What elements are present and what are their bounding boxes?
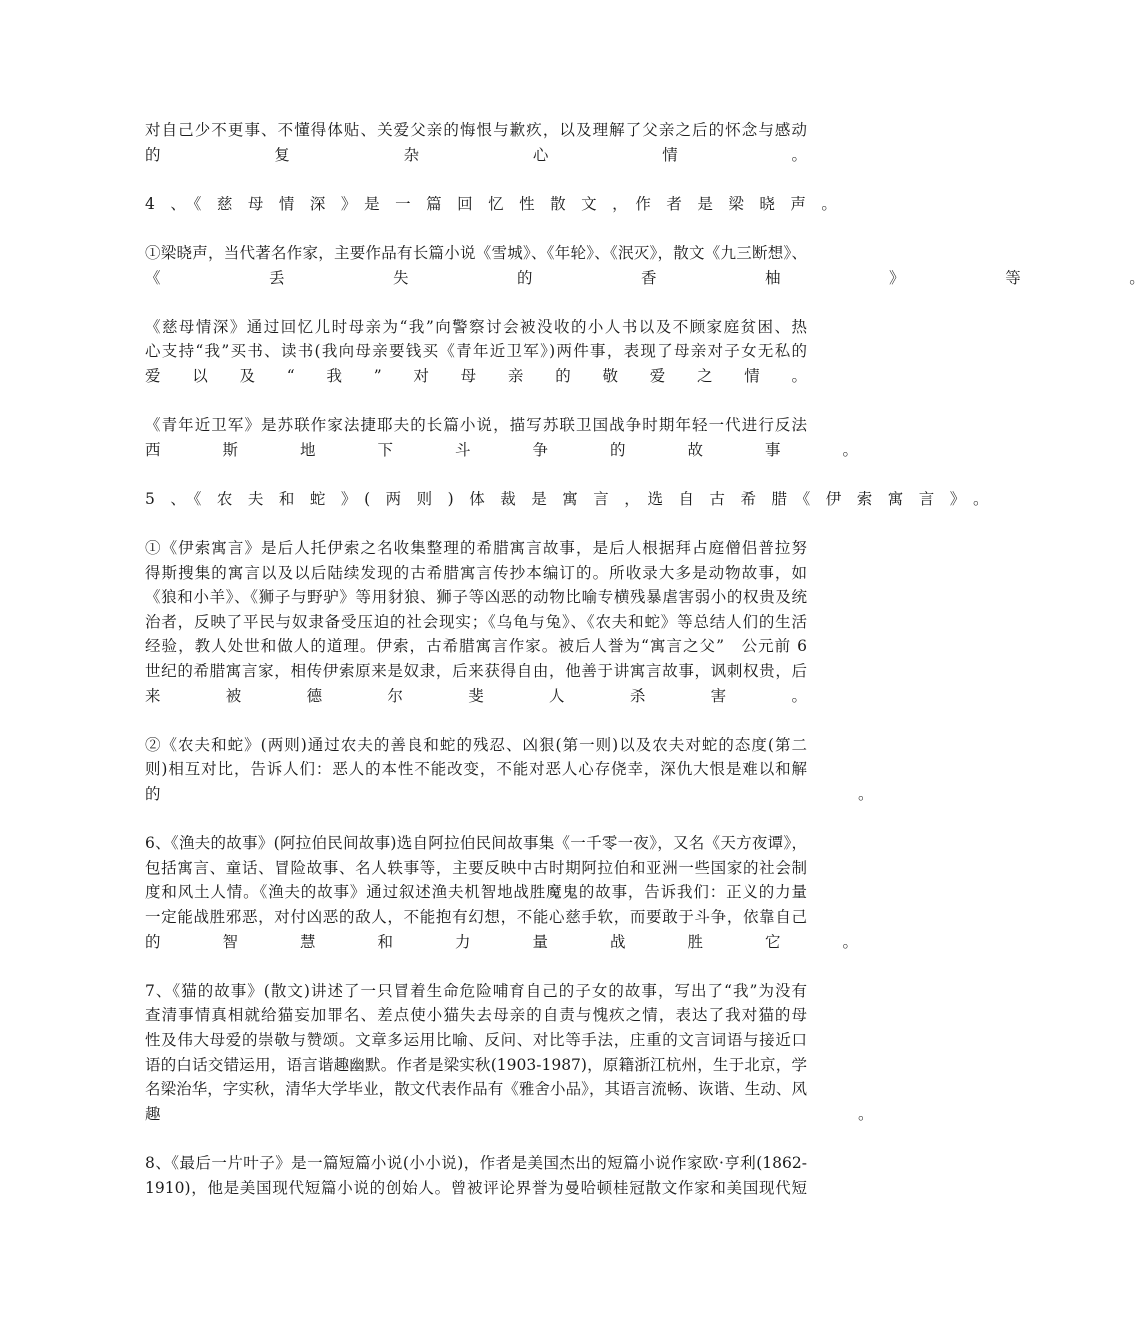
paragraph-p-item4-summary (145, 315, 807, 389)
text-line: 《 丢 失 的 香 柚 》 等 。 (145, 268, 1145, 287)
paragraph-p-item4-title (145, 192, 837, 217)
text-line: 爱 以 及 “ 我 ” 对 母 亲 的 敬 爱 之 情 。 (145, 366, 807, 385)
paragraph-p-item5-title (145, 487, 989, 512)
text-line: 的 智 慧 和 力 量 战 胜 它 。 (145, 932, 859, 951)
text-line: 的 。 (145, 785, 874, 804)
text-line: 西 斯 地 下 斗 争 的 故 事 。 (145, 440, 859, 459)
text-line: 世纪的希腊寓言家，相传伊索原来是奴隶，后来获得自由，他善于讲寓言故事，讽刺权贵，后 (145, 662, 807, 681)
paragraph-p-item6 (145, 831, 859, 954)
text-line: 趣 。 (145, 1104, 874, 1123)
text-line: 4 、 《 慈 母 情 深 》 是 一 篇 回 忆 性 散 文 ， 作 者 是 梁 晓 声 。 (145, 194, 837, 213)
paragraph-p-father-end (145, 118, 807, 167)
text-line: 得斯搜集的寓言以及以后陆续发现的古希腊寓言传抄本编订的。所收录大多是动物故事，如 (145, 563, 807, 582)
text-line: 度和风土人情。《渔夫的故事》通过叙述渔夫机智地战胜魔鬼的故事，告诉我们：正义的力量 (145, 883, 807, 902)
text-line: 《慈母情深》通过回忆儿时母亲为“我”向警察讨会被没收的小人书以及不顾家庭贫困、热 (145, 317, 807, 336)
text-line: 经验，教人处世和做人的道理。伊索，古希腊寓言作家。被后人誉为“寓言之父” 公元前 6 (145, 637, 807, 656)
text-line: 性及伟大母爱的崇敬与赞颂。文章多运用比喻、反问、对比等手法，庄重的文言词语与接近口 (145, 1030, 807, 1049)
paragraph-p-item7 (145, 979, 874, 1127)
paragraph-p-item4-author (145, 241, 1145, 290)
paragraph-p-item5-snake (145, 733, 874, 807)
paragraph-p-item8 (145, 1151, 807, 1200)
text-line: ①《伊索寓言》是后人托伊索之名收集整理的希腊寓言故事，是后人根据拜占庭僧侣普拉努 (145, 539, 807, 558)
text-line: 语的白话交错运用，语言谐趣幽默。作者是梁实秋(1903-1987)，原籍浙江杭州，生于北京，学 (145, 1055, 807, 1074)
text-line: 的 复 杂 心 情 。 (145, 145, 807, 164)
text-line: ①梁晓声，当代著名作家，主要作品有长篇小说《雪城》、《年轮》、《泯灭》，散文《九三断想》、 (145, 243, 807, 262)
text-line: 一定能战胜邪恶，对付凶恶的敌人，不能抱有幻想，不能心慈手软，而要敢于斗争，依靠自己 (145, 908, 807, 926)
text-line: 来 被 德 尔 斐 人 杀 害 。 (145, 686, 807, 705)
text-line: 1910)，他是美国现代短篇小说的创始人。曾被评论界誉为曼哈顿桂冠散文作家和美国现代短 (145, 1178, 807, 1197)
text-line: 则)相互对比，告诉人们：恶人的本性不能改变，不能对恶人心存侥幸，深仇大恨是难以和解 (145, 760, 807, 779)
text-line: ②《农夫和蛇》(两则)通过农夫的善良和蛇的残忍、凶狠(第一则)以及农夫对蛇的态度(第二 (145, 735, 807, 754)
text-line: 名梁治华，字实秋，清华大学毕业，散文代表作品有《雅舍小品》，其语言流畅、诙谐、生动、风 (145, 1080, 807, 1099)
text-line: 5 、 《 农 夫 和 蛇 》 ( 两 则 ) 体 裁 是 寓 言 ， 选 自 古 希 腊 《 伊 索 寓 言 》 。 (145, 489, 989, 508)
text-line: 对自己少不更事、不懂得体贴、关爱父亲的悔恨与歉疚，以及理解了父亲之后的怀念与感动 (145, 121, 807, 139)
text-line: 治者，反映了平民与奴隶备受压迫的社会现实；《乌龟与兔》、《农夫和蛇》等总结人们的生活 (145, 612, 807, 631)
text-line: 包括寓言、童话、冒险故事、名人轶事等，主要反映中古时期阿拉伯和亚洲一些国家的社会制 (145, 858, 807, 877)
text-line: 心支持“我”买书、读书(我向母亲要钱买《青年近卫军》)两件事，表现了母亲对子女无私的 (145, 342, 807, 361)
document-page (145, 118, 1145, 1225)
paragraph-p-item4-novel (145, 413, 859, 462)
paragraph-p-item5-aesop (145, 536, 807, 708)
text-line: 6、《渔夫的故事》(阿拉伯民间故事)选自阿拉伯民间故事集《一千零一夜》，又名《天方夜谭》， (145, 834, 807, 853)
text-line: 《狼和小羊》、《狮子与野驴》等用豺狼、狮子等凶恶的动物比喻专横残暴虐害弱小的权贵及统 (145, 588, 807, 607)
text-line: 8、《最后一片叶子》是一篇短篇小说(小小说)，作者是美国杰出的短篇小说作家欧·亨利(1862- (145, 1153, 807, 1172)
text-line: 《青年近卫军》是苏联作家法捷耶夫的长篇小说，描写苏联卫国战争时期年轻一代进行反法 (145, 416, 807, 435)
text-line: 7、《猫的故事》(散文)讲述了一只冒着生命危险哺育自己的子女的故事，写出了“我”为没有 (145, 981, 807, 1000)
text-line: 查清事情真相就给猫妄加罪名、差点使小猫失去母亲的自责与愧疚之情，表达了我对猫的母 (145, 1006, 807, 1025)
